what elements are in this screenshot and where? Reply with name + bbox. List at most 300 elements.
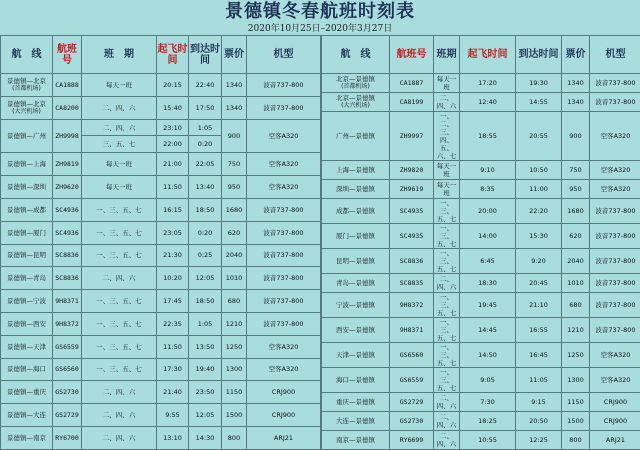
- days-cell: 二、四、六: [434, 412, 460, 431]
- arrival-time: 21:10: [516, 293, 562, 318]
- route-cell: [1, 198, 53, 221]
- departure-time: 22:00: [157, 136, 189, 153]
- aircraft-cell: 空客A320: [247, 358, 321, 381]
- departure-time: 17:30: [157, 358, 189, 381]
- route-airport: (大兴机场): [322, 102, 389, 110]
- departure-time: 8:35: [460, 180, 516, 199]
- flight-number: 9H8372: [53, 312, 82, 335]
- days-cell: 二、四、六: [82, 267, 157, 290]
- table-row: [1, 358, 321, 381]
- arrival-time: 0:20: [189, 221, 222, 244]
- price-cell: 1250: [222, 335, 247, 358]
- arrival-time: 22:20: [516, 199, 562, 224]
- route-cell: [1, 119, 53, 153]
- departure-time: 6:45: [460, 249, 516, 274]
- arrival-time: 1:05: [189, 312, 222, 335]
- route-name: 南京—景德镇: [322, 436, 389, 444]
- days-cell: 一、三、五、七: [434, 318, 460, 343]
- flight-number: 9H8371: [53, 290, 82, 313]
- route-name: 青岛—景德镇: [322, 279, 389, 287]
- days-cell: 二、四、六: [434, 93, 460, 112]
- departure-time: 10:20: [157, 267, 189, 290]
- departure-time: 14:50: [460, 343, 516, 368]
- arrival-time: 20:50: [516, 412, 562, 431]
- arrival-time: 19:30: [516, 74, 562, 93]
- arrival-time: 0:25: [189, 244, 222, 267]
- price-cell: 800: [222, 427, 247, 450]
- route-cell: [322, 249, 390, 274]
- route-cell: [1, 221, 53, 244]
- route-name: 景德镇—青岛: [1, 274, 52, 282]
- table-row: [1, 96, 321, 119]
- table-row: [322, 343, 640, 368]
- flight-number: RY6700: [53, 427, 82, 450]
- price-cell: 1500: [222, 404, 247, 427]
- table-row: [1, 290, 321, 313]
- price-cell: 1210: [562, 318, 590, 343]
- departure-time: 20:15: [157, 74, 189, 97]
- departure-time: 13:10: [157, 427, 189, 450]
- route-cell: [322, 180, 390, 199]
- flight-number: ZH9998: [53, 119, 82, 153]
- route-name: 景德镇—宁波: [1, 297, 52, 305]
- price-cell: 1150: [562, 393, 590, 412]
- table-row: [1, 312, 321, 335]
- price-cell: 1210: [222, 312, 247, 335]
- aircraft-cell: 波音737-800: [247, 96, 321, 119]
- route-name: 北京—景德镇: [322, 75, 389, 83]
- flight-number: CA8199: [390, 93, 434, 112]
- departure-time: 9:55: [157, 404, 189, 427]
- price-cell: 900: [562, 112, 590, 161]
- route-cell: [322, 293, 390, 318]
- route-cell: [322, 412, 390, 431]
- arrival-time: 11:05: [516, 368, 562, 393]
- days-cell: 一、三、五、七: [434, 368, 460, 393]
- aircraft-cell: 空客A320: [590, 112, 640, 161]
- aircraft-cell: 空客A320: [590, 161, 640, 180]
- price-cell: 1340: [562, 93, 590, 112]
- table-row: [1, 176, 321, 199]
- aircraft-cell: 空客A320: [590, 343, 640, 368]
- aircraft-cell: 波音737-800: [247, 221, 321, 244]
- flight-number: SC8836: [53, 244, 82, 267]
- aircraft-cell: CRJ900: [247, 404, 321, 427]
- arrival-time: 9:15: [516, 393, 562, 412]
- route-cell: [322, 74, 390, 93]
- departures-body: [1, 74, 321, 450]
- table-row: [322, 199, 640, 224]
- table-row: [322, 274, 640, 293]
- flight-number: GS2729: [53, 404, 82, 427]
- table-row: [322, 93, 640, 112]
- days-cell: 一、三、五、七: [434, 199, 460, 224]
- days-cell: 三、五、七: [82, 136, 157, 153]
- route-name: 景德镇—北京: [1, 100, 52, 108]
- header-days: 班 期: [82, 36, 157, 74]
- arrival-time: 9:20: [516, 249, 562, 274]
- route-name: 成都—景德镇: [322, 207, 389, 215]
- arrival-time: 22:40: [189, 74, 222, 97]
- table-row: [322, 412, 640, 431]
- departure-time: 9:05: [460, 368, 516, 393]
- flight-number: GS6559: [390, 368, 434, 393]
- days-cell: 每天一班: [82, 74, 157, 97]
- departure-time: 23:05: [157, 221, 189, 244]
- aircraft-cell: ARJ21: [247, 427, 321, 450]
- price-cell: 1250: [562, 343, 590, 368]
- flight-number: ZH9619: [390, 180, 434, 199]
- table-row: [322, 393, 640, 412]
- price-cell: 950: [562, 180, 590, 199]
- route-name: 海口—景德镇: [322, 376, 389, 384]
- days-cell: 二、四、六: [82, 96, 157, 119]
- price-cell: 620: [222, 221, 247, 244]
- price-cell: 680: [562, 293, 590, 318]
- aircraft-cell: 波音737-800: [590, 293, 640, 318]
- aircraft-cell: 波音737-800: [247, 244, 321, 267]
- arrival-time: 20:45: [516, 274, 562, 293]
- route-name: 宁波—景德镇: [322, 301, 389, 309]
- price-cell: 1340: [222, 96, 247, 119]
- aircraft-cell: 空客A320: [247, 119, 321, 153]
- table-row: [322, 293, 640, 318]
- page-title: 景德镇冬春航班时刻表: [0, 0, 640, 24]
- arrival-time: 13:40: [189, 176, 222, 199]
- days-cell: 一、三、五、七: [82, 290, 157, 313]
- route-cell: [1, 381, 53, 404]
- arrival-time: 18:50: [189, 290, 222, 313]
- price-cell: 1340: [222, 74, 247, 97]
- departure-time: 11:50: [157, 176, 189, 199]
- days-cell: 每天一班: [434, 74, 460, 93]
- aircraft-cell: 波音737-800: [590, 199, 640, 224]
- flight-number: ZH9620: [53, 176, 82, 199]
- route-name: 重庆—景德镇: [322, 398, 389, 406]
- departure-time: 12:40: [460, 93, 516, 112]
- flight-number: SC8836: [390, 249, 434, 274]
- aircraft-cell: 波音737-800: [590, 318, 640, 343]
- route-name: 广州—景德镇: [322, 132, 389, 140]
- days-cell: 一、三、五、七: [434, 224, 460, 249]
- price-cell: 750: [222, 153, 247, 176]
- flight-number: GS2730: [390, 412, 434, 431]
- table-row: [1, 381, 321, 404]
- arrival-time: 0:20: [189, 136, 222, 153]
- days-cell: 每天一班: [434, 180, 460, 199]
- flight-number: GS6560: [53, 358, 82, 381]
- table-row: [1, 74, 321, 97]
- table-row: [1, 244, 321, 267]
- flight-number: 9H8372: [390, 293, 434, 318]
- route-cell: [322, 343, 390, 368]
- days-cell: 一、二、三、四、五、六、七: [434, 112, 460, 161]
- route-name: 深圳—景德镇: [322, 185, 389, 193]
- header-departure: 起飞时间: [460, 36, 516, 74]
- flight-number: ZH9997: [390, 112, 434, 161]
- route-cell: [1, 244, 53, 267]
- price-cell: 1680: [562, 199, 590, 224]
- flight-number: GS6560: [390, 343, 434, 368]
- aircraft-cell: 波音737-800: [590, 274, 640, 293]
- departure-time: 22:35: [157, 312, 189, 335]
- route-cell: [1, 290, 53, 313]
- arrival-time: 23:50: [189, 381, 222, 404]
- table-row: [1, 404, 321, 427]
- days-cell: 一、三、五、七: [82, 221, 157, 244]
- route-name: 天津—景德镇: [322, 351, 389, 359]
- days-cell: 每天一班: [82, 176, 157, 199]
- aircraft-cell: 波音737-800: [590, 249, 640, 274]
- header-price: 票价: [222, 36, 247, 74]
- arrival-time: 12:25: [516, 431, 562, 450]
- route-cell: [322, 393, 390, 412]
- days-cell: 二、四、六: [434, 274, 460, 293]
- aircraft-cell: 波音737-800: [247, 267, 321, 290]
- aircraft-cell: CRJ900: [590, 412, 640, 431]
- departure-time: 17:20: [460, 74, 516, 93]
- price-cell: 2040: [562, 249, 590, 274]
- price-cell: 1010: [222, 267, 247, 290]
- flight-number: CA1887: [390, 74, 434, 93]
- arrival-time: 11:00: [516, 180, 562, 199]
- departure-time: 14:45: [460, 318, 516, 343]
- price-cell: 1010: [562, 274, 590, 293]
- flight-number: GS6559: [53, 335, 82, 358]
- route-cell: [322, 431, 390, 450]
- departure-time: 18:55: [460, 112, 516, 161]
- arrival-time: 12:05: [189, 267, 222, 290]
- flight-number: SC8836: [53, 267, 82, 290]
- route-cell: [322, 368, 390, 393]
- aircraft-cell: 空客A320: [247, 153, 321, 176]
- arrival-time: 19:40: [189, 358, 222, 381]
- table-row: [322, 318, 640, 343]
- route-cell: [1, 74, 53, 97]
- days-cell: 一、三、五、七: [82, 335, 157, 358]
- days-cell: 二、四、六: [82, 404, 157, 427]
- departure-time: 18:25: [460, 412, 516, 431]
- route-name: 大连—景德镇: [322, 417, 389, 425]
- route-name: 景德镇—海口: [1, 365, 52, 373]
- days-cell: 一、三、五、七: [82, 198, 157, 221]
- tables-container: [0, 35, 640, 450]
- header-flight: 航班号: [390, 36, 434, 74]
- price-cell: 680: [222, 290, 247, 313]
- route-cell: [1, 176, 53, 199]
- route-name: 上海—景德镇: [322, 166, 389, 174]
- route-name: 景德镇—成都: [1, 206, 52, 214]
- price-cell: 800: [562, 431, 590, 450]
- flight-number: ZH9819: [53, 153, 82, 176]
- departure-time: 18:30: [460, 274, 516, 293]
- route-cell: [1, 153, 53, 176]
- price-cell: 1500: [562, 412, 590, 431]
- departure-time: 11:50: [157, 335, 189, 358]
- aircraft-cell: 波音737-800: [590, 224, 640, 249]
- table-row: [322, 161, 640, 180]
- route-cell: [322, 161, 390, 180]
- header-route: 航 线: [322, 36, 390, 74]
- route-cell: [322, 318, 390, 343]
- arrival-time: 20:55: [516, 112, 562, 161]
- route-cell: [1, 335, 53, 358]
- aircraft-cell: 波音737-800: [247, 74, 321, 97]
- header-aircraft: 机型: [247, 36, 321, 74]
- route-cell: [1, 312, 53, 335]
- arrival-time: 14:30: [189, 427, 222, 450]
- days-cell: 一、三、五、七: [434, 343, 460, 368]
- arrivals-body: [322, 74, 640, 450]
- flight-number: SC4936: [53, 198, 82, 221]
- departure-time: 15:40: [157, 96, 189, 119]
- departure-time: 16:15: [157, 198, 189, 221]
- table-row: [1, 221, 321, 244]
- price-cell: 1680: [222, 198, 247, 221]
- route-name: 北京—景德镇: [322, 94, 389, 102]
- table-row: [1, 335, 321, 358]
- arrival-time: 15:30: [516, 224, 562, 249]
- arrival-time: 14:55: [516, 93, 562, 112]
- flight-number: CA1888: [53, 74, 82, 97]
- route-name: 景德镇—厦门: [1, 229, 52, 237]
- arrivals-table: [321, 35, 640, 450]
- route-cell: [1, 267, 53, 290]
- departure-time: 14:00: [460, 224, 516, 249]
- price-cell: 1340: [562, 74, 590, 93]
- flight-number: GS2729: [390, 393, 434, 412]
- arrival-time: 1:05: [189, 119, 222, 136]
- header-price: 票价: [562, 36, 590, 74]
- aircraft-cell: ARJ21: [590, 431, 640, 450]
- flight-number: SC8835: [390, 274, 434, 293]
- aircraft-cell: 波音737-800: [590, 74, 640, 93]
- flight-number: 9H8371: [390, 318, 434, 343]
- arrival-time: 13:50: [189, 335, 222, 358]
- flight-number: SC4935: [390, 224, 434, 249]
- route-name: 昆明—景德镇: [322, 257, 389, 265]
- flight-number: SC4936: [53, 221, 82, 244]
- departure-time: 9:10: [460, 161, 516, 180]
- route-name: 景德镇—昆明: [1, 251, 52, 259]
- flight-number: SC4935: [390, 199, 434, 224]
- departure-time: 20:00: [460, 199, 516, 224]
- route-name: 厦门—景德镇: [322, 232, 389, 240]
- table-row: [1, 267, 321, 290]
- route-name: 景德镇—大连: [1, 411, 52, 419]
- days-cell: 每天一班: [434, 161, 460, 180]
- arrival-time: 10:50: [516, 161, 562, 180]
- route-cell: [1, 427, 53, 450]
- header-days: 班期: [434, 36, 460, 74]
- route-name: 景德镇—南京: [1, 434, 52, 442]
- days-cell: 二、四、六: [82, 119, 157, 136]
- route-cell: [322, 112, 390, 161]
- arrival-time: 12:05: [189, 404, 222, 427]
- departure-time: 21:30: [157, 244, 189, 267]
- days-cell: 一、三、五、七: [82, 358, 157, 381]
- route-name: 景德镇—重庆: [1, 388, 52, 396]
- departure-time: 21:00: [157, 153, 189, 176]
- aircraft-cell: 波音737-800: [247, 198, 321, 221]
- price-cell: 950: [222, 176, 247, 199]
- flight-number: ZH9820: [390, 161, 434, 180]
- table-row: [322, 74, 640, 93]
- aircraft-cell: 波音737-800: [590, 93, 640, 112]
- header-route: 航 线: [1, 36, 53, 74]
- aircraft-cell: 空客A320: [247, 176, 321, 199]
- price-cell: 750: [562, 161, 590, 180]
- route-name: 景德镇—西安: [1, 320, 52, 328]
- flight-number: GS2730: [53, 381, 82, 404]
- route-cell: [322, 199, 390, 224]
- aircraft-cell: CRJ900: [590, 393, 640, 412]
- route-name: 西安—景德镇: [322, 326, 389, 334]
- aircraft-cell: 波音737-800: [247, 312, 321, 335]
- route-name: 景德镇—广州: [1, 132, 52, 140]
- departure-time: 7:30: [460, 393, 516, 412]
- departure-time: 17:45: [157, 290, 189, 313]
- route-cell: [322, 93, 390, 112]
- route-airport: (首都机场): [1, 85, 52, 93]
- route-name: 景德镇—北京: [1, 77, 52, 85]
- route-name: 景德镇—深圳: [1, 183, 52, 191]
- arrival-time: 17:50: [189, 96, 222, 119]
- route-airport: (大兴机场): [1, 108, 52, 116]
- route-cell: [1, 358, 53, 381]
- header-aircraft: 机型: [590, 36, 640, 74]
- table-row: [322, 431, 640, 450]
- days-cell: 二、四、六: [434, 393, 460, 412]
- days-cell: 一、三、五、七: [434, 293, 460, 318]
- departures-table: [0, 35, 321, 450]
- departure-time: 19:45: [460, 293, 516, 318]
- header-arrival: 到达时间: [516, 36, 562, 74]
- route-cell: [322, 274, 390, 293]
- page-subtitle: 2020年10月25日–2020年3月27日: [0, 24, 640, 35]
- departure-time: 23:10: [157, 119, 189, 136]
- days-cell: 二、四、六: [82, 381, 157, 404]
- days-cell: 一、三、五、七: [82, 244, 157, 267]
- table-row: [322, 368, 640, 393]
- departure-time: 21:40: [157, 381, 189, 404]
- route-name: 景德镇—天津: [1, 343, 52, 351]
- price-cell: 620: [562, 224, 590, 249]
- price-cell: 2040: [222, 244, 247, 267]
- arrival-time: 22:05: [189, 153, 222, 176]
- days-cell: 二、四、六: [82, 427, 157, 450]
- header-arrival: 到达时间: [189, 36, 222, 74]
- route-name: 景德镇—上海: [1, 160, 52, 168]
- flight-number: CA8200: [53, 96, 82, 119]
- price-cell: 1300: [562, 368, 590, 393]
- table-row: [1, 153, 321, 176]
- aircraft-cell: 空客A320: [247, 335, 321, 358]
- aircraft-cell: 空客A320: [590, 180, 640, 199]
- price-cell: 1300: [222, 358, 247, 381]
- header-flight: 航班号: [53, 36, 82, 74]
- aircraft-cell: CRJ900: [247, 381, 321, 404]
- table-row: [1, 119, 321, 136]
- days-cell: 一、三、五、七: [434, 249, 460, 274]
- days-cell: 每天一班: [82, 153, 157, 176]
- table-row: [322, 224, 640, 249]
- arrival-time: 18:50: [189, 198, 222, 221]
- days-cell: 一、三、五、七: [82, 312, 157, 335]
- arrival-time: 16:55: [516, 318, 562, 343]
- route-airport: (首都机场): [322, 83, 389, 91]
- table-row: [322, 249, 640, 274]
